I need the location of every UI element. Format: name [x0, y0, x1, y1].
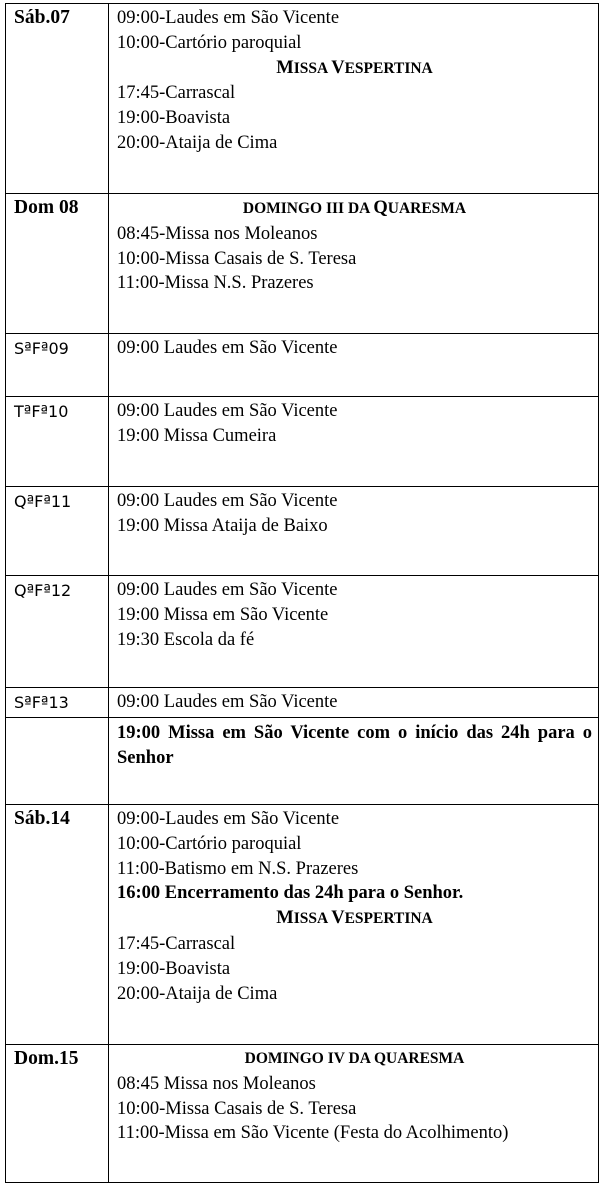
activities-cell — [109, 487, 599, 576]
day-label: SªFª09 — [14, 339, 69, 358]
activity-line: 09:00 Laudes em São Vicente — [117, 401, 338, 421]
activity-line: 10:00-Missa Casais de S. Teresa — [117, 1098, 357, 1119]
day-cell — [6, 487, 109, 576]
day-cell — [6, 805, 109, 1045]
activities-cell — [109, 397, 599, 487]
activity-line: 08:45-Missa nos Moleanos — [117, 223, 318, 244]
day-label — [14, 718, 108, 721]
activity-line: 19:00-Boavista — [117, 108, 231, 129]
table-row — [6, 487, 599, 576]
activity-line: 11:00-Batismo em N.S. Prazeres — [117, 858, 359, 879]
activities-cell — [109, 688, 599, 718]
day-cell — [6, 718, 109, 805]
day-label: QªFª11 — [14, 492, 72, 511]
activity-line: 08:45 Missa nos Moleanos — [117, 1073, 316, 1094]
day-cell — [6, 576, 109, 688]
day-label: QªFª12 — [14, 581, 72, 600]
table-row — [6, 718, 599, 805]
highlight-line: 16:00 Encerramento das 24h para o Senhor. — [117, 883, 464, 904]
activity-line: 19:00 Missa Ataija de Baixo — [117, 515, 328, 536]
table-row — [6, 4, 599, 194]
activity-line: 20:00-Ataija de Cima — [117, 983, 278, 1004]
table-row — [6, 194, 599, 334]
activity-line: 10:00-Cartório paroquial — [117, 833, 302, 854]
activity-line: 19:00 Missa Cumeira — [117, 425, 277, 446]
activity-line: 11:00-Missa N.S. Prazeres — [117, 273, 314, 294]
activity-line: 17:45-Carrascal — [117, 933, 236, 954]
section-heading: DOMINGO III DA QUARESMA — [242, 198, 467, 218]
activity-line: 09:00 Laudes em São Vicente — [117, 338, 338, 358]
table-row — [6, 805, 599, 1045]
activities-cell — [109, 1045, 599, 1183]
section-heading: MISSA VESPERTINA — [276, 57, 433, 78]
activity-line: 10:00-Cartório paroquial — [117, 32, 302, 53]
activity-line: 20:00-Ataija de Cima — [117, 132, 278, 153]
activity-line: 19:30 Escola da fé — [117, 629, 255, 650]
activity-line: 09:00-Laudes em São Vicente — [117, 809, 340, 829]
table-row — [6, 576, 599, 688]
activities-cell — [109, 334, 599, 397]
day-cell — [6, 397, 109, 487]
section-heading: DOMINGO IV DA QUARESMA — [244, 1050, 465, 1067]
day-label: SªFª13 — [14, 693, 69, 712]
highlight-text: 19:00 Missa em São Vicente com o início das 24h para o Senhor — [117, 723, 592, 768]
activity-line: 09:00-Laudes em São Vicente — [117, 8, 340, 28]
table-row — [6, 397, 599, 487]
table-row — [6, 688, 599, 718]
day-label: Sáb.14 — [14, 808, 70, 829]
table-row — [6, 1045, 599, 1183]
activities-cell — [109, 805, 599, 1045]
activities-cell — [109, 576, 599, 688]
day-cell — [6, 1045, 109, 1183]
day-cell — [6, 194, 109, 334]
activity-line: 09:00 Laudes em São Vicente — [117, 491, 338, 511]
activities-cell — [109, 194, 599, 334]
activity-line: 19:00 Missa em São Vicente — [117, 604, 329, 625]
day-label: Sáb.07 — [14, 7, 70, 28]
activities-cell — [109, 718, 599, 805]
section-heading: MISSA VESPERTINA — [276, 908, 433, 929]
activity-line: 09:00 Laudes em São Vicente — [117, 580, 338, 600]
activities-cell — [109, 4, 599, 194]
day-cell — [6, 4, 109, 194]
day-label: Dom.15 — [14, 1048, 79, 1069]
activity-line: 10:00-Missa Casais de S. Teresa — [117, 248, 357, 269]
day-cell — [6, 688, 109, 718]
activity-line: 11:00-Missa em São Vicente (Festa do Acolhimento) — [117, 1123, 509, 1144]
day-label: TªFª10 — [14, 402, 69, 421]
activity-line: 19:00-Boavista — [117, 958, 231, 979]
parish-schedule-table — [5, 3, 599, 1183]
activity-line: 09:00 Laudes em São Vicente — [117, 692, 338, 712]
table-row — [6, 334, 599, 397]
day-label: Dom 08 — [14, 197, 79, 218]
day-cell — [6, 334, 109, 397]
activity-line: 17:45-Carrascal — [117, 83, 236, 104]
